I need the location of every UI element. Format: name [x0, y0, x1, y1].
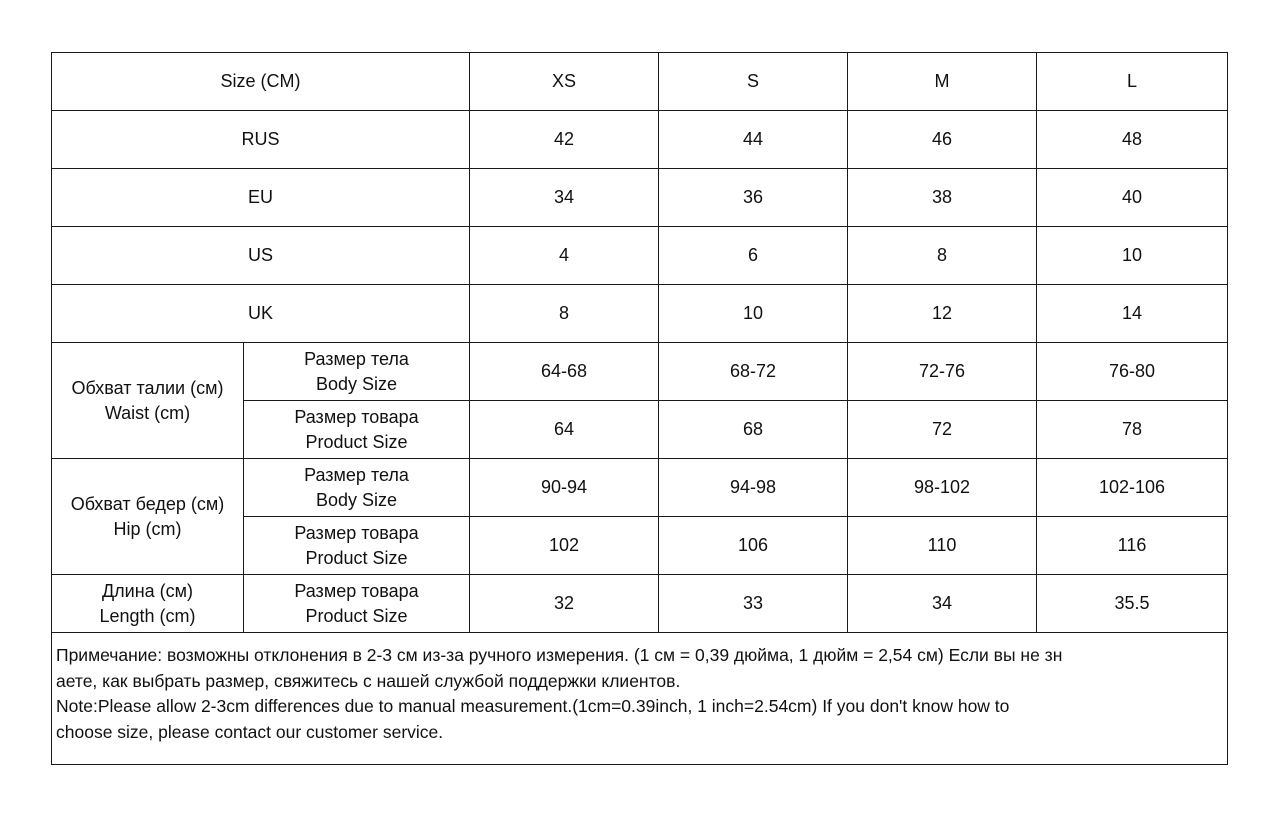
note-line-en-1: Note:Please allow 2-3cm differences due to manual measurement.(1cm=0.39inch, 1 inch=2.54cm) If you don't know how to: [56, 696, 1010, 716]
table-cell: 98-102: [848, 459, 1037, 517]
table-row: [52, 459, 1228, 517]
table-row: [52, 575, 1228, 633]
sub-label-product-size: [244, 575, 470, 633]
table-row: [52, 227, 1228, 285]
size-chart: [51, 52, 1227, 765]
table-cell: 116: [1037, 517, 1228, 575]
table-cell: 40: [1037, 169, 1228, 227]
sub-label-body-size: [244, 343, 470, 401]
table-cell: 102-106: [1037, 459, 1228, 517]
size-header-m: M: [848, 53, 1037, 111]
table-cell: 68-72: [659, 343, 848, 401]
note-line-ru-2: аете, как выбрать размер, свяжитесь с нашей службой поддержки клиентов.: [56, 670, 681, 691]
table-cell: 102: [470, 517, 659, 575]
size-table: [51, 52, 1228, 765]
sub-label-ru: Размер тела: [304, 464, 409, 485]
sub-label-en: Body Size: [315, 373, 398, 394]
sub-label-body-size: [244, 459, 470, 517]
table-cell: 8: [848, 227, 1037, 285]
table-cell: 44: [659, 111, 848, 169]
table-cell: 94-98: [659, 459, 848, 517]
table-cell: 42: [470, 111, 659, 169]
table-cell: 34: [470, 169, 659, 227]
note-line-en-2: choose size, please contact our customer service.: [56, 721, 444, 742]
sub-label-ru: Размер товара: [294, 406, 419, 427]
table-cell: 48: [1037, 111, 1228, 169]
row-label-rus: RUS: [52, 111, 470, 169]
hip-label-en: Hip (cm): [113, 518, 182, 539]
table-cell: 106: [659, 517, 848, 575]
table-cell: 72: [848, 401, 1037, 459]
table-cell: 10: [659, 285, 848, 343]
table-row: [52, 343, 1228, 401]
table-cell: 4: [470, 227, 659, 285]
table-cell: 46: [848, 111, 1037, 169]
waist-label-ru: Обхват талии (см): [71, 377, 224, 398]
table-cell: 68: [659, 401, 848, 459]
table-cell: 90-94: [470, 459, 659, 517]
table-cell: 10: [1037, 227, 1228, 285]
table-cell: 64: [470, 401, 659, 459]
table-cell: 33: [659, 575, 848, 633]
sub-label-ru: Размер товара: [294, 522, 419, 543]
table-cell: 38: [848, 169, 1037, 227]
length-label-en: Length (cm): [99, 605, 196, 626]
table-cell: 36: [659, 169, 848, 227]
size-header-s: S: [659, 53, 848, 111]
table-cell: 32: [470, 575, 659, 633]
row-label-hip: [52, 459, 244, 575]
row-label-waist: [52, 343, 244, 459]
size-header-l: L: [1037, 53, 1228, 111]
table-cell: 6: [659, 227, 848, 285]
table-row: [52, 169, 1228, 227]
table-row: [52, 285, 1228, 343]
row-label-length: [52, 575, 244, 633]
sub-label-ru: Размер тела: [304, 348, 409, 369]
sub-label-en: Product Size: [305, 605, 408, 626]
sub-label-en: Product Size: [305, 547, 408, 568]
row-label-us: US: [52, 227, 470, 285]
waist-label-en: Waist (cm): [104, 402, 191, 423]
table-cell: 110: [848, 517, 1037, 575]
length-label-ru: Длина (см): [101, 580, 194, 601]
size-header-xs: XS: [470, 53, 659, 111]
header-label: Size (CM): [52, 53, 470, 111]
sub-label-en: Product Size: [305, 431, 408, 452]
sub-label-en: Body Size: [315, 489, 398, 510]
table-cell: 76-80: [1037, 343, 1228, 401]
table-cell: 78: [1037, 401, 1228, 459]
table-cell: 72-76: [848, 343, 1037, 401]
sub-label-ru: Размер товара: [294, 580, 419, 601]
table-cell: 35.5: [1037, 575, 1228, 633]
table-cell: 8: [470, 285, 659, 343]
sub-label-product-size: [244, 401, 470, 459]
note-line-ru-1: Примечание: возможны отклонения в 2-3 см из-за ручного измерения. (1 см = 0,39 дюйма, 1 дюйм = 2,54 см) Если вы не зн: [56, 645, 1063, 665]
hip-label-ru: Обхват бедер (см): [70, 493, 225, 514]
row-label-eu: EU: [52, 169, 470, 227]
table-row: [52, 111, 1228, 169]
table-cell: 34: [848, 575, 1037, 633]
table-cell: 14: [1037, 285, 1228, 343]
table-cell: 64-68: [470, 343, 659, 401]
header-row: [52, 53, 1228, 111]
sub-label-product-size: [244, 517, 470, 575]
table-cell: 12: [848, 285, 1037, 343]
note-text: [52, 633, 1228, 765]
note-row: [52, 633, 1228, 765]
row-label-uk: UK: [52, 285, 470, 343]
